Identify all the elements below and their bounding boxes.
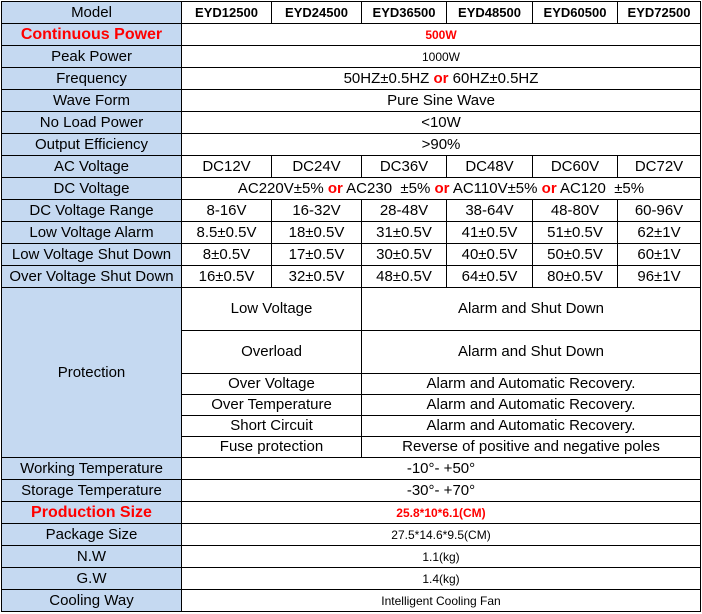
low-voltage-alarm-label: Low Voltage Alarm xyxy=(2,222,182,244)
model-name: EYD60500 xyxy=(533,2,618,24)
ac-voltage-value: DC12V xyxy=(182,156,272,178)
output-efficiency-value: >90% xyxy=(182,134,701,156)
dc-voltage-range-label: DC Voltage Range xyxy=(2,200,182,222)
over-voltage-shutdown-row xyxy=(2,266,701,288)
frequency-row xyxy=(2,68,701,90)
dc-voltage-range-value: 8-16V xyxy=(182,200,272,222)
wave-form-label: Wave Form xyxy=(2,90,182,112)
protection-action: Reverse of positive and negative poles xyxy=(362,437,701,458)
protection-action: Alarm and Automatic Recovery. xyxy=(362,416,701,437)
protection-label: Protection xyxy=(2,288,182,458)
peak-power-value: 1000W xyxy=(182,46,701,68)
frequency-value xyxy=(182,68,701,90)
low-voltage-shutdown-value: 8±0.5V xyxy=(182,244,272,266)
or-separator: or xyxy=(327,179,343,197)
protection-row xyxy=(2,288,701,331)
model-label: Model xyxy=(2,2,182,24)
cooling-way-label: Cooling Way xyxy=(2,590,182,612)
dc-voltage-range-value: 60-96V xyxy=(618,200,701,222)
low-voltage-alarm-value: 31±0.5V xyxy=(362,222,447,244)
protection-action: Alarm and Shut Down xyxy=(362,288,701,331)
no-load-power-value: <10W xyxy=(182,112,701,134)
package-size-label: Package Size xyxy=(2,524,182,546)
storage-temperature-row xyxy=(2,480,701,502)
gross-weight-row xyxy=(2,568,701,590)
protection-item: Over Temperature xyxy=(182,395,362,416)
production-size-label: Production Size xyxy=(2,502,182,524)
package-size-row xyxy=(2,524,701,546)
net-weight-value: 1.1(kg) xyxy=(182,546,701,568)
low-voltage-alarm-value: 18±0.5V xyxy=(272,222,362,244)
or-separator: or xyxy=(434,179,450,197)
over-voltage-shutdown-value: 48±0.5V xyxy=(362,266,447,288)
low-voltage-alarm-value: 41±0.5V xyxy=(447,222,533,244)
gross-weight-label: G.W xyxy=(2,568,182,590)
or-separator: or xyxy=(433,69,449,87)
low-voltage-shutdown-value: 30±0.5V xyxy=(362,244,447,266)
continuous-power-label: Continuous Power xyxy=(2,24,182,46)
production-size-row xyxy=(2,502,701,524)
frequency-option: 60HZ±0.5HZ xyxy=(452,69,539,87)
ac-voltage-value: DC24V xyxy=(272,156,362,178)
model-name: EYD12500 xyxy=(182,2,272,24)
ac-voltage-value: DC36V xyxy=(362,156,447,178)
wave-form-row xyxy=(2,90,701,112)
no-load-power-row xyxy=(2,112,701,134)
net-weight-row xyxy=(2,546,701,568)
low-voltage-shutdown-value: 50±0.5V xyxy=(533,244,618,266)
dc-voltage-range-value: 28-48V xyxy=(362,200,447,222)
protection-item: Over Voltage xyxy=(182,374,362,395)
protection-action: Alarm and Automatic Recovery. xyxy=(362,374,701,395)
over-voltage-shutdown-value: 32±0.5V xyxy=(272,266,362,288)
output-efficiency-row xyxy=(2,134,701,156)
dc-voltage-option: AC110V±5% xyxy=(452,179,538,197)
working-temperature-label: Working Temperature xyxy=(2,458,182,480)
storage-temperature-label: Storage Temperature xyxy=(2,480,182,502)
protection-item: Fuse protection xyxy=(182,437,362,458)
spec-table xyxy=(1,1,701,612)
low-voltage-shutdown-label: Low Voltage Shut Down xyxy=(2,244,182,266)
package-size-value: 27.5*14.6*9.5(CM) xyxy=(182,524,701,546)
dc-voltage-range-value: 16-32V xyxy=(272,200,362,222)
gross-weight-value: 1.4(kg) xyxy=(182,568,701,590)
frequency-label: Frequency xyxy=(2,68,182,90)
continuous-power-value: 500W xyxy=(182,24,701,46)
over-voltage-shutdown-value: 16±0.5V xyxy=(182,266,272,288)
model-name: EYD36500 xyxy=(362,2,447,24)
ac-voltage-value: DC48V xyxy=(447,156,533,178)
dc-voltage-option: AC120 ±5% xyxy=(560,179,645,197)
model-name: EYD24500 xyxy=(272,2,362,24)
wave-form-value: Pure Sine Wave xyxy=(182,90,701,112)
frequency-option: 50HZ±0.5HZ xyxy=(343,69,430,87)
over-voltage-shutdown-value: 64±0.5V xyxy=(447,266,533,288)
ac-voltage-row xyxy=(2,156,701,178)
low-voltage-alarm-value: 51±0.5V xyxy=(533,222,618,244)
dc-voltage-option: AC220V±5% xyxy=(237,179,324,197)
storage-temperature-value: -30°- +70° xyxy=(182,480,701,502)
no-load-power-label: No Load Power xyxy=(2,112,182,134)
over-voltage-shutdown-value: 96±1V xyxy=(618,266,701,288)
net-weight-label: N.W xyxy=(2,546,182,568)
low-voltage-shutdown-value: 40±0.5V xyxy=(447,244,533,266)
dc-voltage-range-value: 38-64V xyxy=(447,200,533,222)
ac-voltage-value: DC72V xyxy=(618,156,701,178)
dc-voltage-label: DC Voltage xyxy=(2,178,182,200)
or-separator: or xyxy=(541,179,557,197)
working-temperature-row xyxy=(2,458,701,480)
dc-voltage-value xyxy=(182,178,701,200)
protection-action: Alarm and Automatic Recovery. xyxy=(362,395,701,416)
low-voltage-alarm-value: 62±1V xyxy=(618,222,701,244)
over-voltage-shutdown-label: Over Voltage Shut Down xyxy=(2,266,182,288)
continuous-power-row xyxy=(2,24,701,46)
cooling-way-value: Intelligent Cooling Fan xyxy=(182,590,701,612)
model-row xyxy=(2,2,701,24)
dc-voltage-option: AC230 ±5% xyxy=(346,179,431,197)
peak-power-row xyxy=(2,46,701,68)
low-voltage-shutdown-value: 60±1V xyxy=(618,244,701,266)
dc-voltage-row xyxy=(2,178,701,200)
protection-item: Low Voltage xyxy=(182,288,362,331)
dc-voltage-range-value: 48-80V xyxy=(533,200,618,222)
low-voltage-shutdown-row xyxy=(2,244,701,266)
ac-voltage-value: DC60V xyxy=(533,156,618,178)
working-temperature-value: -10°- +50° xyxy=(182,458,701,480)
peak-power-label: Peak Power xyxy=(2,46,182,68)
output-efficiency-label: Output Efficiency xyxy=(2,134,182,156)
low-voltage-shutdown-value: 17±0.5V xyxy=(272,244,362,266)
protection-action: Alarm and Shut Down xyxy=(362,331,701,374)
low-voltage-alarm-value: 8.5±0.5V xyxy=(182,222,272,244)
low-voltage-alarm-row xyxy=(2,222,701,244)
cooling-way-row xyxy=(2,590,701,612)
model-name: EYD48500 xyxy=(447,2,533,24)
dc-voltage-range-row xyxy=(2,200,701,222)
protection-item: Short Circuit xyxy=(182,416,362,437)
ac-voltage-label: AC Voltage xyxy=(2,156,182,178)
over-voltage-shutdown-value: 80±0.5V xyxy=(533,266,618,288)
production-size-value: 25.8*10*6.1(CM) xyxy=(182,502,701,524)
protection-item: Overload xyxy=(182,331,362,374)
model-name: EYD72500 xyxy=(618,2,701,24)
